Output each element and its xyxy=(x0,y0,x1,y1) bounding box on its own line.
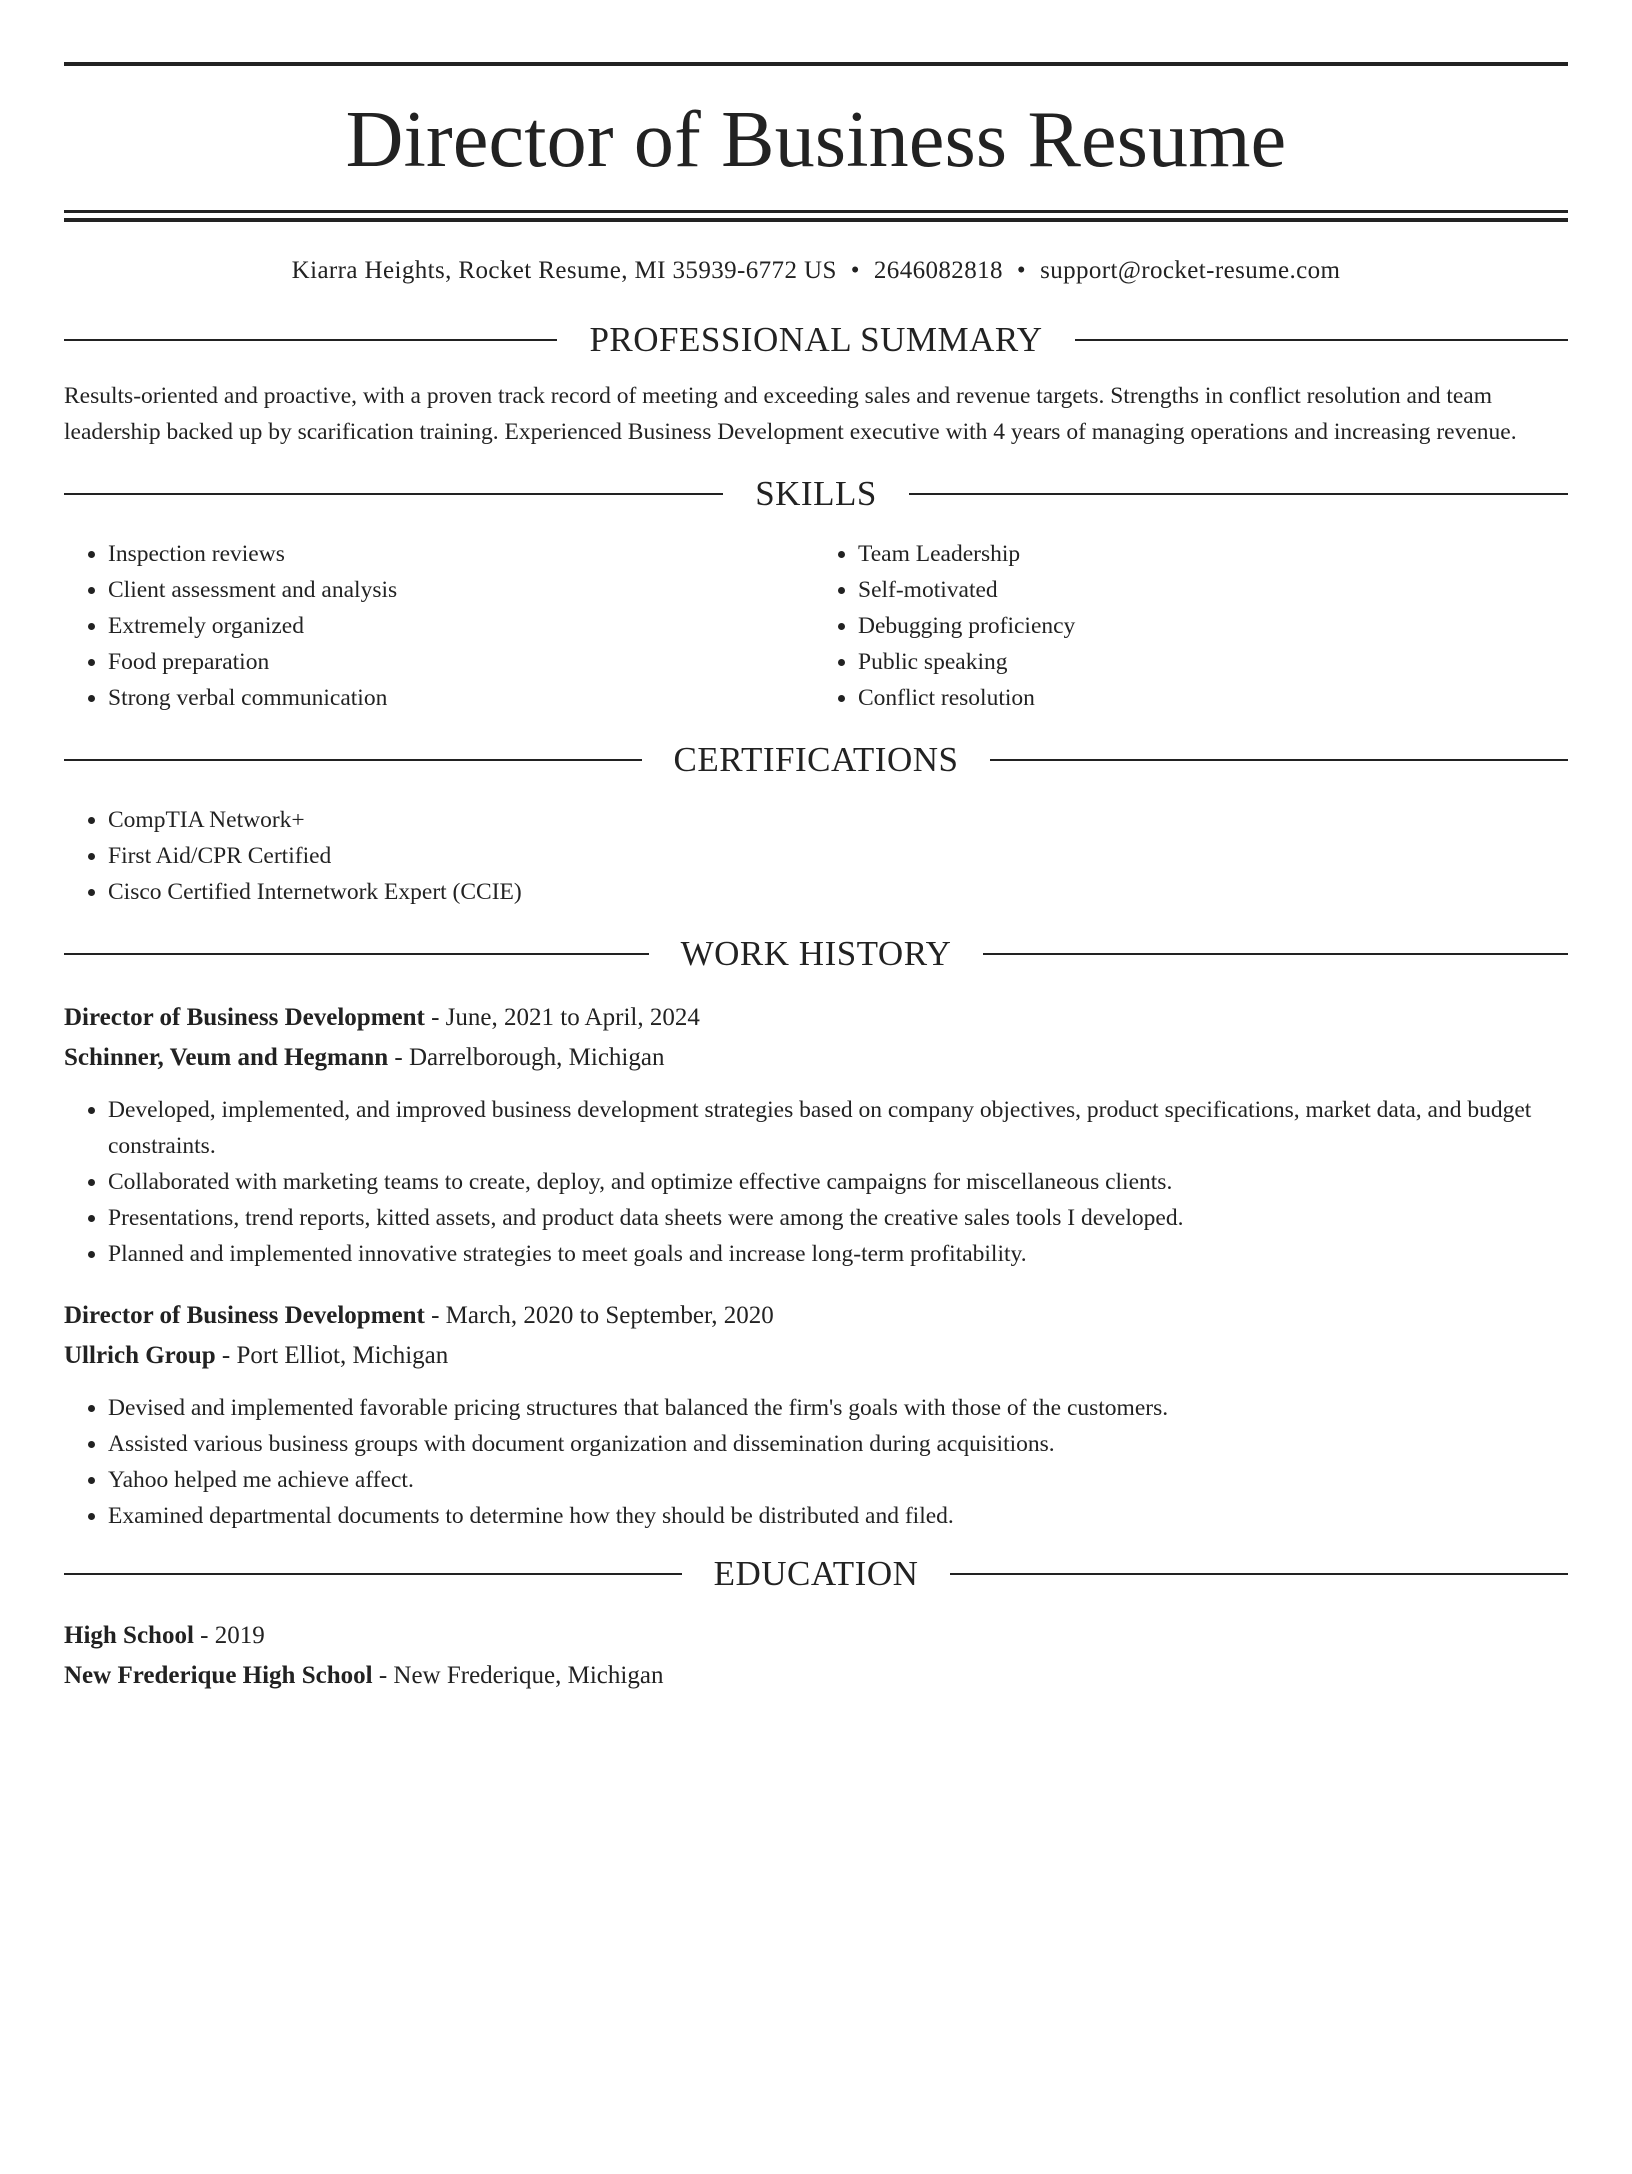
skills-list-right xyxy=(816,536,1568,716)
contact-phone: 2646082818 xyxy=(873,257,1003,284)
skill-item: • Client assessment and analysis xyxy=(108,572,816,608)
job-dates: - March, 2020 to September, 2020 xyxy=(424,1302,774,1329)
job-title-line xyxy=(64,998,1568,1038)
job-bullets xyxy=(64,1092,1568,1272)
job-entry xyxy=(64,1296,1568,1534)
divider-line xyxy=(1075,339,1568,341)
education-school-line xyxy=(64,1656,1568,1696)
divider-line xyxy=(64,493,723,495)
divider-line xyxy=(64,339,557,341)
skill-item: • Debugging proficiency xyxy=(858,608,1568,644)
divider-line xyxy=(909,493,1568,495)
contact-address: Kiarra Heights, Rocket Resume, MI 35939-6772 US xyxy=(291,257,837,284)
job-company-line xyxy=(64,1038,1568,1078)
section-header-work-history xyxy=(64,934,1568,974)
divider-line xyxy=(64,1573,682,1575)
job-dates: - June, 2021 to April, 2024 xyxy=(424,1004,700,1031)
divider-line xyxy=(64,759,642,761)
education-location: - New Frederique, Michigan xyxy=(372,1662,664,1689)
job-company: Schinner, Veum and Hegmann xyxy=(64,1044,389,1071)
section-title: CERTIFICATIONS xyxy=(673,740,959,779)
job-bullet: • Presentations, trend reports, kitted assets, and product data sheets were among the creative sales tools I developed. xyxy=(108,1200,1568,1236)
job-bullet: • Assisted various business groups with document organization and dissemination during acquisitions. xyxy=(108,1426,1568,1462)
skill-item: • Extremely organized xyxy=(108,608,816,644)
skills-grid xyxy=(64,536,1568,716)
resume-page xyxy=(0,62,1632,2174)
section-title: PROFESSIONAL SUMMARY xyxy=(589,320,1043,359)
skill-item: • Strong verbal communication xyxy=(108,680,816,716)
job-bullet: • Collaborated with marketing teams to create, deploy, and optimize effective campaigns for miscellaneous clients. xyxy=(108,1164,1568,1200)
skills-list-left xyxy=(64,536,816,716)
job-location: - Port Elliot, Michigan xyxy=(215,1342,449,1369)
job-location: - Darrelborough, Michigan xyxy=(388,1044,665,1071)
job-company: Ullrich Group xyxy=(64,1342,216,1369)
skill-item: • Self-motivated xyxy=(858,572,1568,608)
skill-item: • Inspection reviews xyxy=(108,536,816,572)
divider-line xyxy=(983,953,1568,955)
job-bullet: • Yahoo helped me achieve affect. xyxy=(108,1462,1568,1498)
education-degree: High School xyxy=(64,1622,194,1649)
divider-line xyxy=(950,1573,1568,1575)
certification-item: • CompTIA Network+ xyxy=(108,802,1568,838)
education-year: - 2019 xyxy=(193,1622,265,1649)
education-degree-line xyxy=(64,1616,1568,1656)
section-header-education xyxy=(64,1554,1568,1594)
contact-email[interactable]: support@rocket-resume.com xyxy=(1040,257,1341,284)
certification-item: • Cisco Certified Internetwork Expert (CCIE) xyxy=(108,874,1568,910)
job-company-line xyxy=(64,1336,1568,1376)
skill-item: • Public speaking xyxy=(858,644,1568,680)
certifications-list xyxy=(64,802,1568,910)
job-bullets xyxy=(64,1390,1568,1534)
job-entry xyxy=(64,998,1568,1272)
section-header-certifications xyxy=(64,740,1568,780)
section-title: EDUCATION xyxy=(713,1554,919,1593)
contact-separator: • xyxy=(850,257,860,284)
page-title: Director of Business Resume xyxy=(345,96,1287,184)
contact-line xyxy=(64,258,1568,283)
section-title: SKILLS xyxy=(755,474,877,513)
summary-text: Results-oriented and proactive, with a proven track record of meeting and exceeding sales and revenue targets. Strengths in conflict resolution and team leadership backed up by scarification training. Experienced Business Development executive with 4 years of managing operations and increasing revenue. xyxy=(64,383,1517,445)
job-title-line xyxy=(64,1296,1568,1336)
skill-item: • Food preparation xyxy=(108,644,816,680)
job-bullet: • Devised and implemented favorable pricing structures that balanced the firm's goals with those of the customers. xyxy=(108,1390,1568,1426)
section-header-summary xyxy=(64,320,1568,360)
divider-line xyxy=(990,759,1568,761)
job-bullet: • Examined departmental documents to determine how they should be distributed and filed. xyxy=(108,1498,1568,1534)
job-bullet: • Planned and implemented innovative strategies to meet goals and increase long-term profitability. xyxy=(108,1236,1568,1272)
skill-item: • Team Leadership xyxy=(858,536,1568,572)
section-header-skills xyxy=(64,474,1568,514)
job-bullet: • Developed, implemented, and improved business development strategies based on company objectives, product specifications, market data, and budget constraints. xyxy=(108,1092,1568,1164)
education-entry xyxy=(64,1616,1568,1696)
job-title: Director of Business Development xyxy=(64,1004,425,1031)
title-double-rule xyxy=(64,210,1568,222)
section-title: WORK HISTORY xyxy=(680,934,952,973)
skill-item: • Conflict resolution xyxy=(858,680,1568,716)
job-title: Director of Business Development xyxy=(64,1302,425,1329)
top-rule xyxy=(64,62,1568,66)
certification-item: • First Aid/CPR Certified xyxy=(108,838,1568,874)
contact-separator: • xyxy=(1016,257,1027,284)
divider-line xyxy=(64,953,649,955)
education-school: New Frederique High School xyxy=(64,1662,373,1689)
